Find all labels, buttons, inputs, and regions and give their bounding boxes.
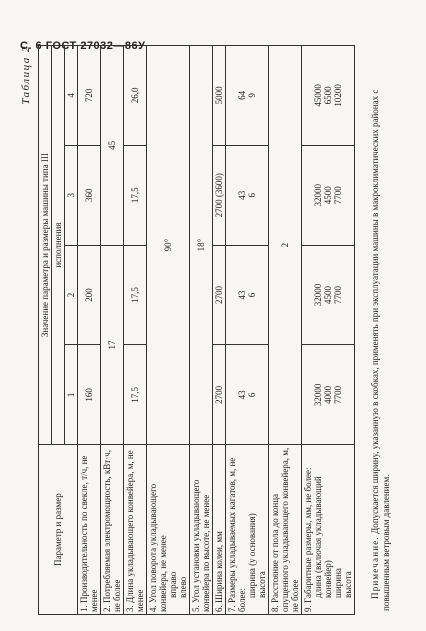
row-label: 1. Производительность по свекле, т/ч, не менее — [78, 445, 101, 615]
cell-line: 64 — [237, 90, 247, 100]
cell-value: 17,5 — [124, 245, 147, 345]
column-number: 3 — [65, 145, 78, 245]
cell-value: 2700 (3600) — [213, 145, 226, 245]
table-row — [124, 46, 147, 615]
cell-line: 4500 — [323, 286, 333, 305]
row-label: 3. Длина укладывающего конвейера, м, не менее — [124, 445, 147, 615]
table-row — [302, 46, 355, 615]
cell-value — [226, 245, 269, 345]
row-label-sub: длина (включая укладывающий конвейер) — [313, 476, 333, 598]
cell-value — [226, 46, 269, 146]
row-label: 5. Угол установки укладывающего конвейера по высоте, не менее — [190, 445, 213, 615]
cell-value: 17,5 — [124, 145, 147, 245]
cell-line: 45000 — [313, 84, 323, 107]
row-label-sub: ширина (у основания) — [247, 513, 257, 598]
cell-value — [226, 145, 269, 245]
parameters-table — [38, 45, 355, 615]
cell-line: 7700 — [333, 385, 343, 404]
row-label: 6. Ширина колеи, мм — [213, 445, 226, 615]
table-title: Таблица 2 — [20, 45, 32, 105]
cell-line: 6500 — [323, 86, 333, 105]
cell-line: 43 — [237, 290, 247, 300]
table-row — [101, 46, 124, 615]
column-number: 2 — [65, 245, 78, 345]
cell-line: 32000 — [313, 383, 323, 407]
cell-value: 5000 — [213, 46, 226, 146]
cell-line: 7700 — [333, 286, 343, 305]
column-number: 1 — [65, 345, 78, 445]
cell-value: 26,0 — [124, 46, 147, 146]
cell-value: 720 — [78, 46, 101, 146]
row-label — [302, 445, 355, 615]
cell-value: 17 — [101, 245, 124, 445]
row-label-main: 9. Габаритные размеры, мм, не более: — [303, 467, 313, 612]
row-label-sub: вправо — [168, 571, 178, 598]
cell-value: 2 — [269, 46, 302, 445]
cell-value: 2700 — [213, 345, 226, 445]
table-row — [147, 46, 190, 615]
note-text: Допускается ширину, указанную в скобках, применять при эксплуатации машины в макроклиматических районах с повышенным ветровым давлением. — [370, 89, 391, 611]
cell-value: 18° — [190, 46, 213, 445]
column-header-group: Значение параметра и размеры машины типа III — [39, 46, 52, 445]
cell-line: 4500 — [323, 186, 333, 205]
row-label: 8. Расстояние от пола до конца опущенного укладывающего конвейера, м, не более — [269, 445, 302, 615]
cell-value: 360 — [78, 145, 101, 245]
cell-line: 32000 — [313, 184, 323, 207]
row-label — [147, 445, 190, 615]
cell-line: 4000 — [323, 385, 333, 404]
row-label-sub: ширина — [333, 568, 343, 598]
cell-value — [302, 345, 355, 445]
cell-line: 6 — [247, 193, 257, 198]
cell-value: 2700 — [213, 245, 226, 345]
cell-line: 7700 — [333, 186, 343, 205]
cell-line: 43 — [237, 190, 247, 200]
note-label: Примечание. — [370, 536, 380, 599]
cell-value — [226, 345, 269, 445]
cell-line: 10200 — [333, 84, 343, 107]
cell-value: 200 — [78, 245, 101, 345]
cell-value: 45 — [101, 46, 124, 246]
row-label-sub: влево — [178, 576, 188, 598]
row-label-main: 4. Угол поворота укладывающего конвейера, не менее — [148, 483, 168, 612]
table-header-row — [39, 46, 52, 615]
table-row — [226, 46, 269, 615]
cell-value — [302, 145, 355, 245]
cell-value: 160 — [78, 345, 101, 445]
cell-value: 90° — [147, 46, 190, 445]
cell-line: 6 — [247, 392, 257, 398]
page-header: С. 6 ГОСТ 27032—86У — [20, 40, 146, 52]
cell-value — [302, 46, 355, 146]
row-label-main: 7. Размеры укладываемых кагатов, м, не более: — [227, 457, 247, 612]
cell-line: 9 — [247, 93, 257, 98]
table-row — [213, 46, 226, 615]
row-label — [226, 445, 269, 615]
row-label: 2. Потребляемая электромощность, кВт·ч, не более — [101, 445, 124, 615]
column-header-parameter: Параметр и размер — [39, 445, 78, 615]
cell-value — [302, 245, 355, 345]
table-row — [269, 46, 302, 615]
column-header-sub: исполнения — [52, 46, 65, 445]
cell-line: 43 — [237, 390, 247, 400]
cell-line: 6 — [247, 292, 257, 298]
rotated-table-block — [20, 45, 405, 615]
row-label-sub: высота — [343, 571, 353, 598]
row-label-sub: высота — [257, 571, 267, 598]
table-row — [78, 46, 101, 615]
column-number: 4 — [65, 46, 78, 146]
table-note — [370, 51, 392, 611]
cell-line: 32000 — [313, 283, 323, 307]
cell-value: 17,5 — [124, 345, 147, 445]
table-row — [190, 46, 213, 615]
